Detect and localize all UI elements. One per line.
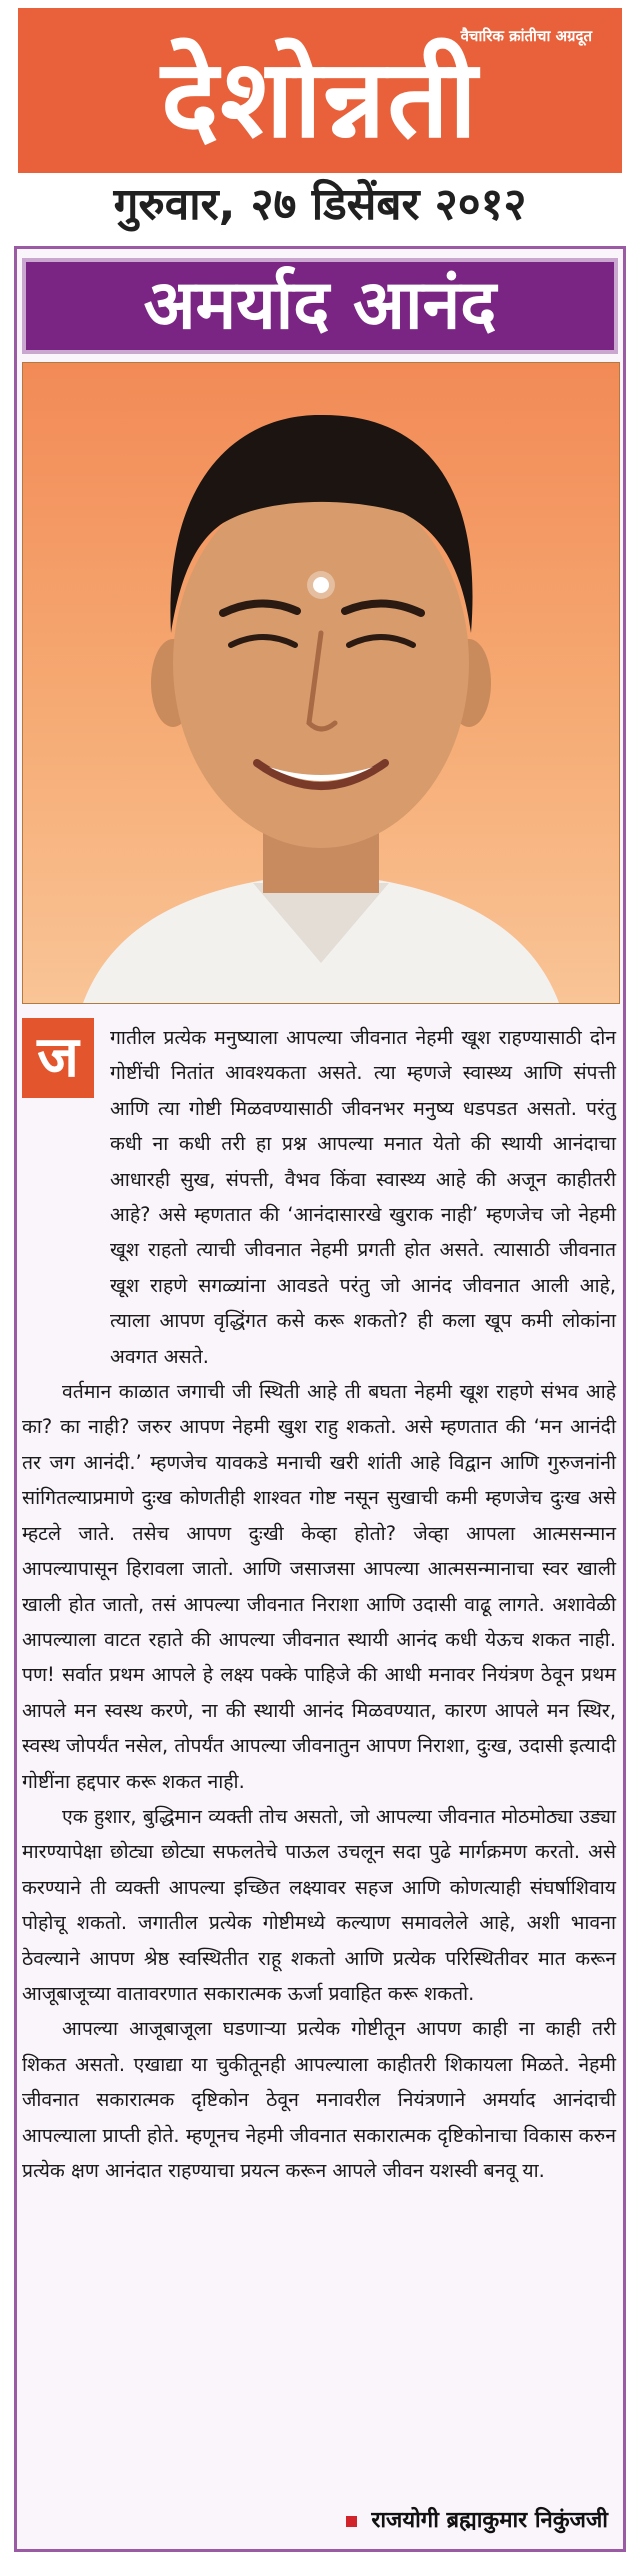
portrait-illustration [23, 363, 619, 1003]
author-byline [346, 2504, 608, 2534]
publication-date: गुरुवार, २७ डिसेंबर २०१२ [113, 179, 527, 230]
newspaper-name: देशोन्नती [161, 37, 479, 162]
author-name: राजयोगी ब्रह्माकुमार निकुंजजी [371, 2508, 608, 2533]
bullet-square-icon [346, 2516, 357, 2527]
drop-cap: ज [22, 1018, 94, 1098]
author-photo [22, 362, 620, 1004]
masthead [18, 8, 622, 173]
article-paragraph-3: एक हुशार, बुद्धिमान व्यक्ती तोच असतो, जो आपल्या जीवनात मोठमोठ्या उड्या मारण्यापेक्षा छोट्या छोट्या सफलतेचे पाऊल उचलून सदा पुढे मार्गक्रमण करतो. असे करण्याने ती व्यक्ती आपल्या इच्छित लक्ष्यावर सहज आणि कोणत्याही संघर्षाशिवाय पोहोचू शकतो. जगातील प्रत्येक गोष्टीमध्ये कल्याण समावलेले आहे, अशी भावना ठेवल्याने आपण श्रेष्ठ स्वस्थितीत राहू शकतो आणि प्रत्येक परिस्थितीवर मात करून आजूबाजूच्या वातावरणात सकारात्मक ऊर्जा प्रवाहित करू शकतो. [22, 1804, 616, 2005]
article-paragraph-2: वर्तमान काळात जगाची जी स्थिती आहे ती बघता नेहमी खूश राहणे संभव आहे का? का नाही? जरुर आपण नेहमी खुश राहु शकतो. असे म्हणतात की ‘मन आनंदी तर जग आनंदी.’ म्हणजेच यावकडे मनाची खरी शांती आहे विद्वान आणि गुरुजनांनी सांगितल्याप्रमाणे दुःख कोणतीही शाश्वत गोष्ट नसून सुखाची कमी म्हणजेच दुःख असे म्हटले जाते. तसेच आपण दुःखी केव्हा होतो? जेव्हा आपला आत्मसन्मान आपल्यापासून हिरावला जातो. आणि जसाजसा आपल्या आत्मसन्मानाचा स्वर खाली खाली होत जातो, तसं आपल्या जीवनात निराशा आणि उदासी वाढू लागते. अशावेळी आपल्याला वाटत रहाते की आपल्या जीवनात स्थायी आनंद कधी येऊच शकत नाही. पण! सर्वात प्रथम आपले हे लक्ष्य पक्के पाहिजे की आधी मनावर नियंत्रण ठेवून प्रथम आपले मन स्वस्थ करणे, ना की स्थायी आनंद मिळवण्यात, कारण आपले मन स्थिर, स्वस्थ जोपर्यंत नसेल, तोपर्यंत आपल्या जीवनातुन आपण निराशा, दुःख, उदासी इत्यादी गोष्टींना हद्दपार करू शकत नाही. [22, 1380, 616, 1793]
article-body [22, 1020, 616, 2188]
masthead-tagline: वैचारिक क्रांतीचा अग्रदूत [460, 27, 592, 45]
article-paragraph-4: आपल्या आजूबाजूला घडणाऱ्या प्रत्येक गोष्टीतून आपण काही ना काही तरी शिकत असतो. एखाद्या या चुकीतूनही आपल्याला काहीतरी शिकायला मिळते. नेहमी जीवनात सकारात्मक दृष्टिकोन ठेवून मनावरील नियंत्रणाने अमर्याद आनंदाची आपल्याला प्राप्ती होते. म्हणूनच नेहमी जीवनात सकारात्मक दृष्टिकोनाचा विकास करुन प्रत्येक क्षण आनंदात राहण्याचा प्रयत्न करून आपले जीवन यशस्वी बनवू या. [22, 2017, 616, 2182]
article-paragraph-1: गातील प्रत्येक मनुष्याला आपल्या जीवनात नेहमी खूश राहण्यासाठी दोन गोष्टींची नितांत आवश्यकता असते. त्या म्हणजे स्वास्थ्य आणि संपत्ती आणि त्या गोष्टी मिळवण्यासाठी जीवनभर मनुष्य धडपडत असतो. परंतु कधी ना कधी तरी हा प्रश्न आपल्या मनात येतो की स्थायी आनंदाचा आधारही सुख, संपत्ती, वैभव किंवा स्वास्थ्य आहे की अजून काहीतरी आहे? असे म्हणतात की ‘आनंदासारखे खुराक नाही’ म्हणजेच जो नेहमी खूश राहतो त्याची जीवनात नेहमी प्रगती होत असते. त्यासाठी जीवनात खूश राहणे सगळ्यांना आवडते परंतु जो आनंद जीवनात आली आहे, त्याला आपण वृद्धिंगत कसे करू शकतो? ही कला खूप कमी लोकांना अवगत असते. [110, 1026, 616, 1368]
article-title: अमर्याद आनंद [22, 258, 618, 354]
